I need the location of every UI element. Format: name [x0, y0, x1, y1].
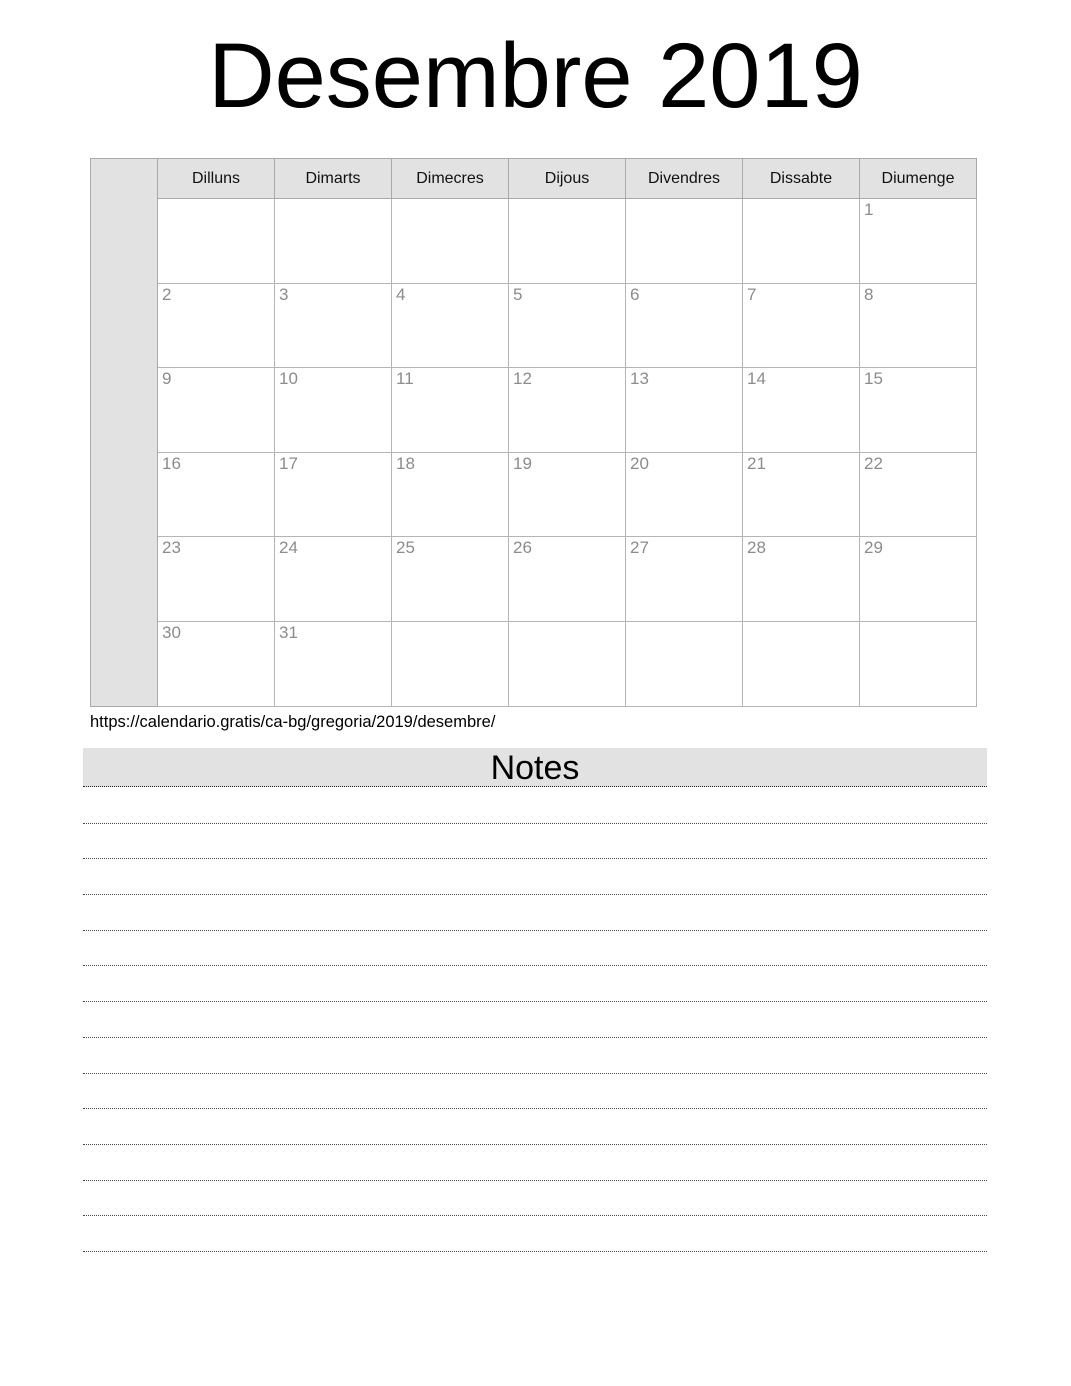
- page-title: Desembre 2019: [208, 25, 863, 127]
- day-cell: [626, 199, 743, 284]
- day-cell-9: 9: [158, 368, 275, 453]
- day-cell-22: 22: [860, 452, 977, 537]
- day-cell: [392, 621, 509, 706]
- day-cell: [275, 199, 392, 284]
- day-cell: [860, 621, 977, 706]
- notes-line: [83, 859, 987, 895]
- notes-line: [83, 1109, 987, 1145]
- source-url: https://calendario.gratis/ca-bg/gregoria/2019/desembre/: [90, 713, 496, 731]
- day-cell: [158, 199, 275, 284]
- weekday-header-row: [91, 159, 977, 199]
- notes-header-bar: [83, 748, 987, 787]
- week-row-3: [91, 368, 977, 453]
- day-cell-29: 29: [860, 537, 977, 622]
- weekday-header-dilluns: Dilluns: [158, 159, 275, 199]
- day-cell: [509, 621, 626, 706]
- day-cell-3: 3: [275, 283, 392, 368]
- day-cell-30: 30: [158, 621, 275, 706]
- day-cell: [743, 621, 860, 706]
- notes-lines-area: [83, 788, 987, 1252]
- notes-line: [83, 1002, 987, 1038]
- notes-line: [83, 1145, 987, 1181]
- day-cell-20: 20: [626, 452, 743, 537]
- notes-line: [83, 931, 987, 967]
- day-cell-25: 25: [392, 537, 509, 622]
- notes-line: [83, 824, 987, 860]
- week-row-1: [91, 199, 977, 284]
- day-cell: [743, 199, 860, 284]
- day-cell-7: 7: [743, 283, 860, 368]
- weekday-header-dimarts: Dimarts: [275, 159, 392, 199]
- day-cell-13: 13: [626, 368, 743, 453]
- week-row-2: [91, 283, 977, 368]
- day-cell-5: 5: [509, 283, 626, 368]
- day-cell-19: 19: [509, 452, 626, 537]
- day-cell: [392, 199, 509, 284]
- calendar-table: [90, 158, 977, 707]
- day-cell-10: 10: [275, 368, 392, 453]
- day-cell-17: 17: [275, 452, 392, 537]
- day-cell-2: 2: [158, 283, 275, 368]
- day-cell-16: 16: [158, 452, 275, 537]
- day-cell-14: 14: [743, 368, 860, 453]
- notes-line: [83, 1216, 987, 1252]
- day-cell-15: 15: [860, 368, 977, 453]
- notes-line: [83, 895, 987, 931]
- day-cell-6: 6: [626, 283, 743, 368]
- day-cell-26: 26: [509, 537, 626, 622]
- weekday-header-dimecres: Dimecres: [392, 159, 509, 199]
- day-cell-28: 28: [743, 537, 860, 622]
- day-cell-24: 24: [275, 537, 392, 622]
- calendar-gutter: [91, 159, 158, 707]
- day-cell-4: 4: [392, 283, 509, 368]
- day-cell-1: 1: [860, 199, 977, 284]
- day-cell-18: 18: [392, 452, 509, 537]
- weekday-header-dijous: Dijous: [509, 159, 626, 199]
- notes-line: [83, 966, 987, 1002]
- notes-title: Notes: [490, 749, 580, 787]
- day-cell-27: 27: [626, 537, 743, 622]
- notes-line: [83, 1038, 987, 1074]
- notes-line: [83, 1074, 987, 1110]
- day-cell-21: 21: [743, 452, 860, 537]
- day-cell-11: 11: [392, 368, 509, 453]
- weekday-header-divendres: Divendres: [626, 159, 743, 199]
- notes-line: [83, 1181, 987, 1217]
- week-row-4: [91, 452, 977, 537]
- day-cell-12: 12: [509, 368, 626, 453]
- weekday-header-dissabte: Dissabte: [743, 159, 860, 199]
- week-row-5: [91, 537, 977, 622]
- notes-line: [83, 788, 987, 824]
- day-cell-8: 8: [860, 283, 977, 368]
- weekday-header-diumenge: Diumenge: [860, 159, 977, 199]
- day-cell: [509, 199, 626, 284]
- day-cell: [626, 621, 743, 706]
- week-row-6: [91, 621, 977, 706]
- day-cell-31: 31: [275, 621, 392, 706]
- day-cell-23: 23: [158, 537, 275, 622]
